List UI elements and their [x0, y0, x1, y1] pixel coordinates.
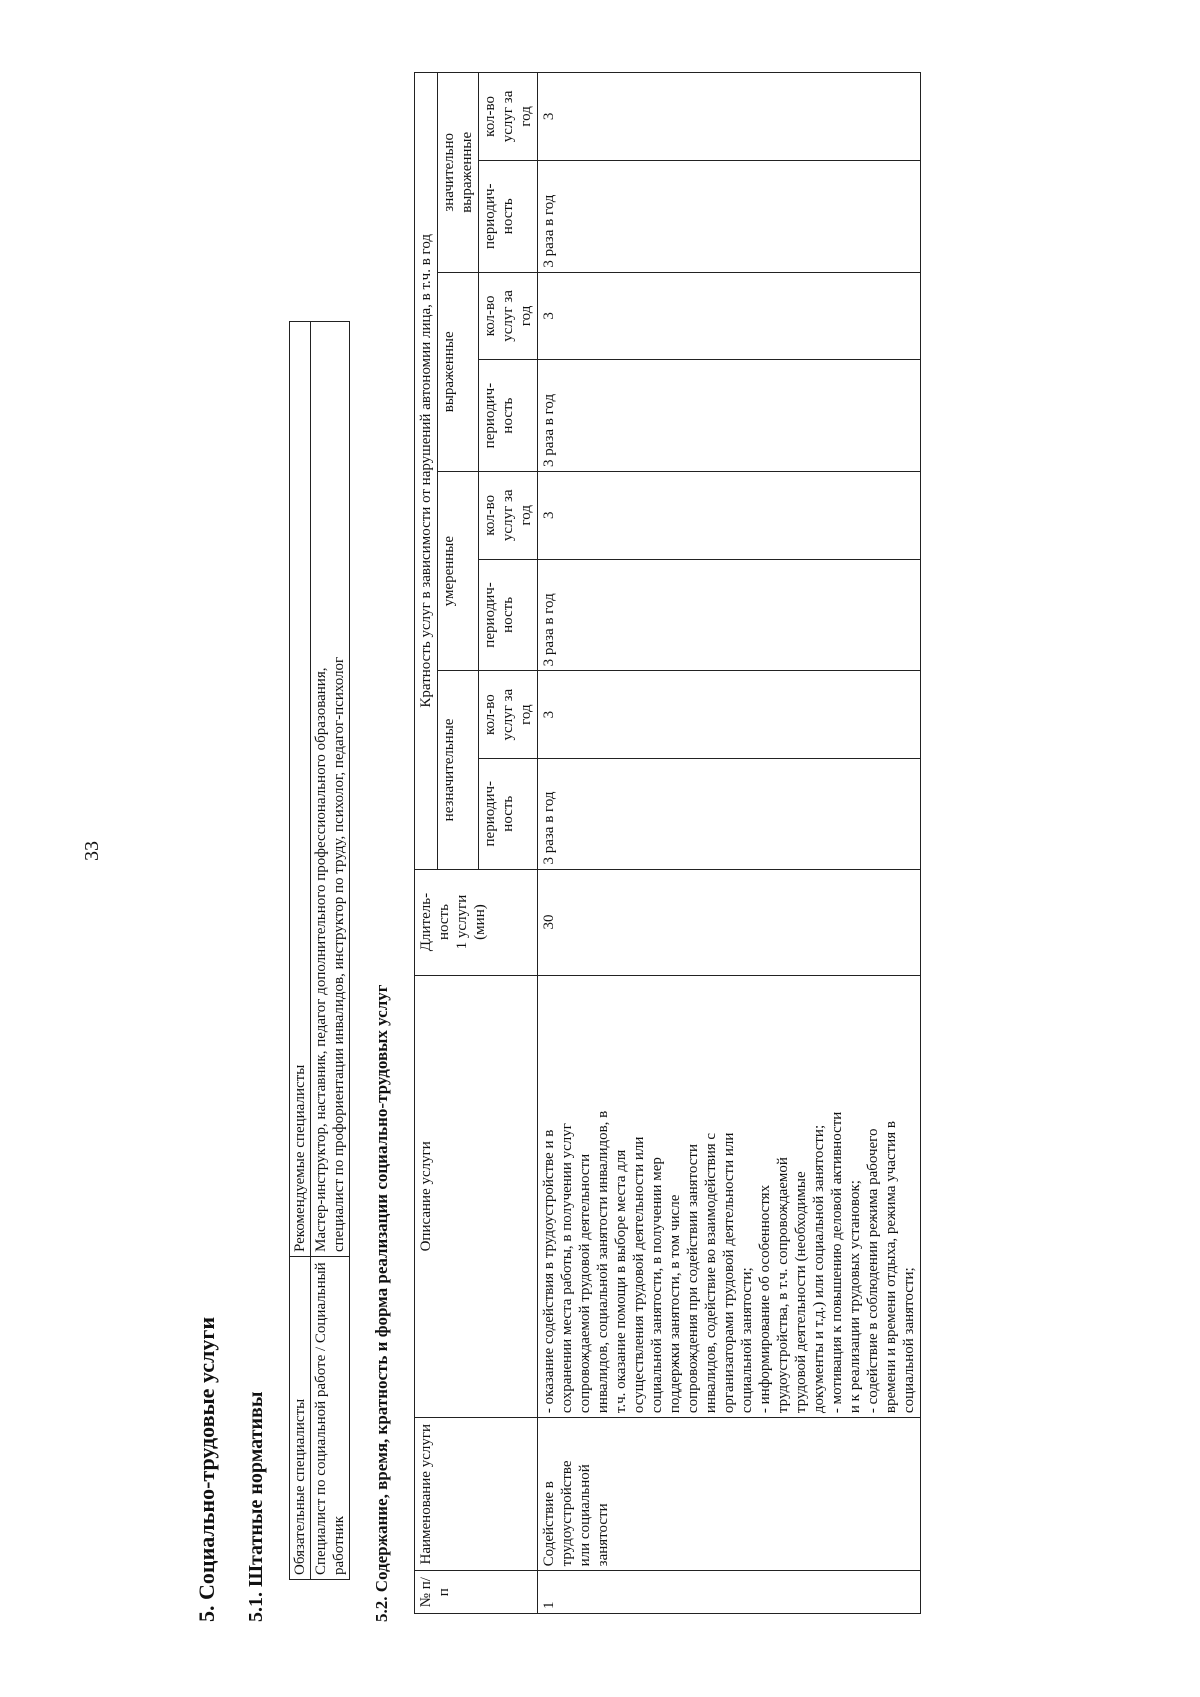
description-line: сопровождаемой трудовой деятельности — [577, 1153, 593, 1414]
staffing-row — [311, 322, 350, 1580]
service-count: 3 — [538, 272, 921, 360]
description-line: трудоустройства, в т.ч. сопровождаемой — [775, 1157, 791, 1414]
staffing-header-row — [290, 322, 311, 1580]
service-name — [538, 1418, 921, 1571]
header-count — [479, 471, 538, 559]
description-line: социальной занятости; — [901, 1267, 917, 1414]
services-header-row-1 — [415, 73, 438, 1614]
header-count — [479, 671, 538, 759]
header-level-significant — [438, 73, 479, 273]
description-line: - мотивация к повышению деловой активности — [829, 1111, 845, 1414]
header-count-line: услуг за — [500, 688, 516, 741]
services-title: 5.2. Содержание, время, кратность и форма реализации социально-трудовых услуг — [372, 984, 391, 1622]
header-count-line: услуг за — [500, 90, 516, 143]
service-periodicity: 3 раза в год — [538, 559, 921, 671]
staffing-recommended-cell — [311, 322, 350, 1257]
service-num: 1 — [538, 1571, 921, 1614]
description-line: организаторами трудовой деятельности или — [721, 1132, 737, 1414]
description-line: трудовой деятельности (необходимые — [793, 1171, 809, 1414]
services-table — [414, 72, 921, 1614]
header-level-line: выраженные — [459, 131, 475, 213]
header-description: Описание услуги — [415, 975, 538, 1418]
header-periodicity-line: периодич- — [482, 183, 498, 249]
header-count-line: услуг за — [500, 290, 516, 342]
header-periodicity-line: ность — [500, 795, 516, 832]
staffing-title: 5.1. Штатные нормативы — [245, 1391, 267, 1622]
header-duration-line: Длитель- — [418, 892, 434, 952]
header-duration-line: ность — [436, 904, 452, 941]
description-line: поддержки занятости, в том числе — [667, 1194, 683, 1414]
header-num: № п/п — [415, 1571, 538, 1614]
header-periodicity — [479, 160, 538, 272]
header-count-line: кол-во — [482, 494, 498, 536]
service-row — [538, 73, 921, 1614]
description-line: инвалидов, содействие во взаимодействия с — [703, 1132, 719, 1414]
service-name-line: занятости — [595, 1503, 611, 1567]
description-line: социальной занятости; — [739, 1267, 755, 1414]
header-count — [479, 73, 538, 161]
header-periodicity-line: периодич- — [482, 382, 498, 449]
header-frequency: Кратность услуг в зависимости от нарушений автономии лица, в т.ч. в год — [415, 73, 438, 870]
service-name-line: или социальной — [577, 1464, 593, 1567]
header-count-line: год — [518, 505, 534, 526]
staffing-mandatory-cell: Специалист по социальной работе / Социальный работник — [311, 1257, 350, 1580]
staffing-table — [289, 321, 350, 1580]
header-level-insignificant: незначительные — [438, 671, 479, 869]
service-periodicity: 3 раза в год — [538, 160, 921, 272]
description-line: - содействие в соблюдении режима рабочего — [865, 1128, 881, 1414]
header-count-line: кол-во — [482, 295, 498, 337]
description-line: осуществления трудовой деятельности или — [631, 1136, 647, 1414]
service-periodicity: 3 раза в год — [538, 360, 921, 472]
header-level-moderate: умеренные — [438, 471, 479, 670]
header-level-pronounced: выраженные — [438, 272, 479, 471]
description-line: времени и времени отдыха, режима участия в — [883, 1121, 899, 1414]
header-duration-line: (мин) — [472, 904, 488, 940]
rotated-page-content — [182, 72, 1200, 1622]
header-count-line: год — [518, 704, 534, 725]
header-periodicity — [479, 360, 538, 472]
header-periodicity-line: ность — [500, 198, 516, 235]
description-line: и к реализации трудовых установок; — [847, 1180, 863, 1414]
service-name-line: трудоустройстве — [559, 1460, 575, 1567]
service-periodicity: 3 раза в год — [538, 758, 921, 869]
staffing-header-mandatory: Обязательные специалисты — [290, 1257, 311, 1580]
header-duration — [415, 869, 538, 975]
header-count-line: услуг за — [500, 489, 516, 542]
header-count-line: кол-во — [482, 96, 498, 137]
description-line: сопровождения при содействии занятости — [685, 1144, 701, 1414]
header-count-line: кол-во — [482, 694, 498, 736]
header-level-line: значительно — [441, 132, 457, 212]
header-name: Наименование услуги — [415, 1418, 538, 1571]
description-line: инвалидов, социальной занятости инвалидов, в — [595, 1110, 611, 1414]
header-periodicity — [479, 559, 538, 671]
header-count-line: год — [518, 106, 534, 127]
header-periodicity-line: периодич- — [482, 780, 498, 847]
staffing-header-recommended: Рекомендуемые специалисты — [290, 322, 311, 1257]
service-name-line: Содействие в — [541, 1481, 557, 1567]
header-periodicity-line: периодич- — [482, 582, 498, 648]
header-periodicity — [479, 758, 538, 869]
staffing-recommended-line: специалист по профориентации инвалидов, инструктор по труду, психолог, педагог-психолог — [331, 656, 347, 1252]
header-periodicity-line: ность — [500, 596, 516, 633]
service-description — [538, 975, 921, 1418]
description-line: - оказание содействия в трудоустройстве и в — [541, 1129, 557, 1414]
description-line: т.ч. оказание помощи в выборе места для — [613, 1149, 629, 1414]
service-duration: 30 — [538, 869, 921, 975]
service-count: 3 — [538, 471, 921, 559]
service-count: 3 — [538, 73, 921, 161]
page-number: 33 — [81, 841, 103, 861]
section-title: 5. Социально-трудовые услуги — [194, 1316, 219, 1622]
header-count — [479, 272, 538, 360]
header-periodicity-line: ность — [500, 397, 516, 434]
description-line: сохранении места работы, в получении услуг — [559, 1123, 575, 1414]
header-duration-line: 1 услуги — [454, 894, 470, 950]
description-line: социальной занятости, в получении мер — [649, 1157, 665, 1414]
staffing-recommended-line: Мастер-инструктор, наставник, педагог дополнительного профессионального образования, — [313, 667, 329, 1252]
description-line: документы и т.д.) или социальной занятости; — [811, 1124, 827, 1414]
header-count-line: год — [518, 305, 534, 327]
description-line: - информирование об особенностях — [757, 1184, 773, 1414]
service-count: 3 — [538, 671, 921, 759]
